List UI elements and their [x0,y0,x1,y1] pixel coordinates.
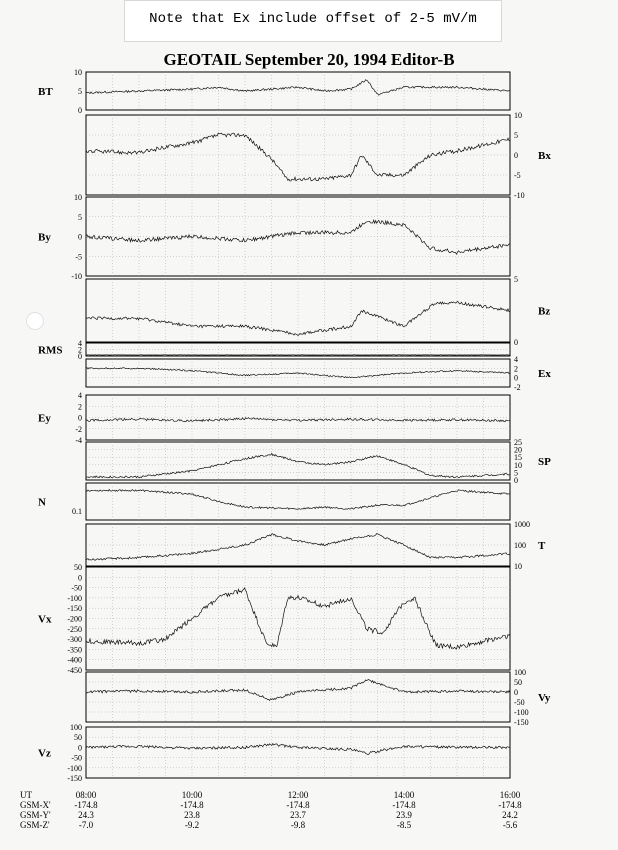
tick-label-bz: 5 [514,275,518,284]
footer-row-label-y: GSM-Y' [20,810,51,820]
series-line-vy [86,679,510,700]
tick-label-rms: 0 [78,352,82,361]
tick-label-vx: -250 [67,624,82,634]
tick-label-vz: -50 [71,753,82,763]
panel-label-rms: RMS [38,344,63,357]
tick-label-vy: -100 [514,708,529,717]
footer-z-value: -5.6 [502,820,518,830]
footer-y-value: 23.7 [290,810,306,820]
tick-label-t: 1000 [514,520,530,529]
footer-y-value: 23.8 [184,810,200,820]
footer-z-value: -7.0 [78,820,94,830]
tick-label-vy: -50 [514,698,525,707]
tick-label-vy: 100 [514,668,526,677]
tick-label-vy: -150 [514,718,529,727]
tick-label-ex: 2 [514,364,518,374]
series-line-t [86,534,510,561]
tick-label-vx: -450 [67,666,82,675]
panel-frame-vz [86,727,510,778]
tick-label-ey: 4 [78,391,82,400]
tick-label-ey: -2 [75,424,82,434]
footer-ut-value: 16:00 [499,790,521,800]
tick-label-sp: 5 [514,468,518,478]
tick-label-bt: 10 [74,68,82,77]
tick-label-ex: -2 [514,383,521,392]
footer-z-value: -8.5 [396,820,412,830]
tick-label-t: 100 [514,541,526,550]
tick-label-vy: 0 [514,688,518,697]
tick-label-sp: 15 [514,453,522,463]
tick-label-vz: -100 [67,763,82,773]
panel-label-vy: Vy [538,692,551,704]
tick-label-bz: 0 [514,338,518,347]
tick-label-vx: -150 [67,604,82,614]
tick-label-sp: 20 [514,445,522,455]
tick-label-vx: -300 [67,635,82,645]
tick-label-vx: -350 [67,645,82,655]
series-line-ex [86,368,510,378]
footer-x-value: -174.8 [392,800,416,810]
tick-label-ey: -4 [75,436,82,445]
tick-label-bx: 0 [514,151,518,160]
chart-title: GEOTAIL September 20, 1994 Editor-B [163,50,455,69]
tick-label-vz: -150 [67,774,82,783]
tick-label-vz: 0 [78,743,82,753]
footer-ut-value: 08:00 [75,790,97,800]
tick-label-sp: 10 [514,460,522,470]
footer-y-value: 24.3 [78,810,94,820]
tick-label-vx: -200 [67,614,82,624]
tick-label-by: -10 [71,272,82,281]
tick-label-bx: -10 [514,191,525,200]
footer-y-value: 23.9 [396,810,412,820]
tick-label-ex: 4 [514,355,518,364]
panel-label-vx: Vx [38,613,52,626]
panel-label-t: T [538,540,546,552]
series-line-by [86,220,510,254]
panel-label-bx: Bx [538,150,551,162]
series-line-sp [86,453,510,478]
tick-label-ey: 2 [78,402,82,412]
tick-label-rms: 4 [78,339,82,348]
series-line-bt [86,80,510,96]
tick-label-n: 0.1 [72,506,82,516]
tick-label-t: 10 [514,562,522,571]
tick-label-by: -5 [75,252,82,262]
panel-label-bz: Bz [538,305,551,318]
tick-label-vx: 50 [74,563,82,572]
tick-label-vx: -100 [67,593,82,603]
tick-label-vy: 50 [514,678,522,687]
tick-label-bt: 5 [78,87,82,96]
tick-label-bx: 10 [514,111,522,120]
footer-z-value: -9.8 [290,820,306,830]
tick-label-sp: 0 [514,476,518,485]
footer-row-label-z: GSM-Z' [20,820,50,830]
footer-x-value: -174.8 [498,800,522,810]
tick-label-bx: -5 [514,171,521,180]
footer-x-value: -174.8 [180,800,204,810]
tick-label-bx: 5 [514,131,518,140]
tick-label-vz: 50 [74,733,82,743]
footer-ut-value: 12:00 [287,790,309,800]
tick-label-vx: -400 [67,655,82,665]
note-label: Note that Ex include offset of 2-5 mV/m [124,0,502,42]
panel-label-ey: Ey [38,412,51,425]
series-line-ey [86,418,510,422]
tick-label-ex: 0 [514,373,518,383]
tick-label-vx: 0 [78,573,82,583]
panel-label-ex: Ex [538,368,551,380]
tick-label-by: 10 [74,193,82,202]
panel-label-vz: Vz [38,747,51,760]
footer-row-label-x: GSM-X' [20,800,51,810]
footer-z-value: -9.2 [184,820,200,830]
tick-label-by: 5 [78,212,82,222]
panel-label-n: N [38,496,46,509]
footer-row-label-ut: UT [20,790,32,800]
tick-label-vx: -50 [71,583,82,593]
tick-label-by: 0 [78,232,82,242]
tick-label-rms: 2 [78,345,82,355]
footer-ut-value: 10:00 [181,790,203,800]
tick-label-sp: 25 [514,438,522,447]
panel-label-by: By [38,231,51,244]
panel-label-sp: SP [538,456,551,468]
footer-ut-value: 14:00 [393,790,415,800]
tick-label-ey: 0 [78,413,82,423]
footer-y-value: 24.2 [502,810,518,820]
footer-x-value: -174.8 [74,800,98,810]
tick-label-vz: 100 [70,723,82,732]
panel-label-bt: BT [38,86,53,98]
tick-label-bt: 0 [78,106,82,115]
footer-x-value: -174.8 [286,800,310,810]
